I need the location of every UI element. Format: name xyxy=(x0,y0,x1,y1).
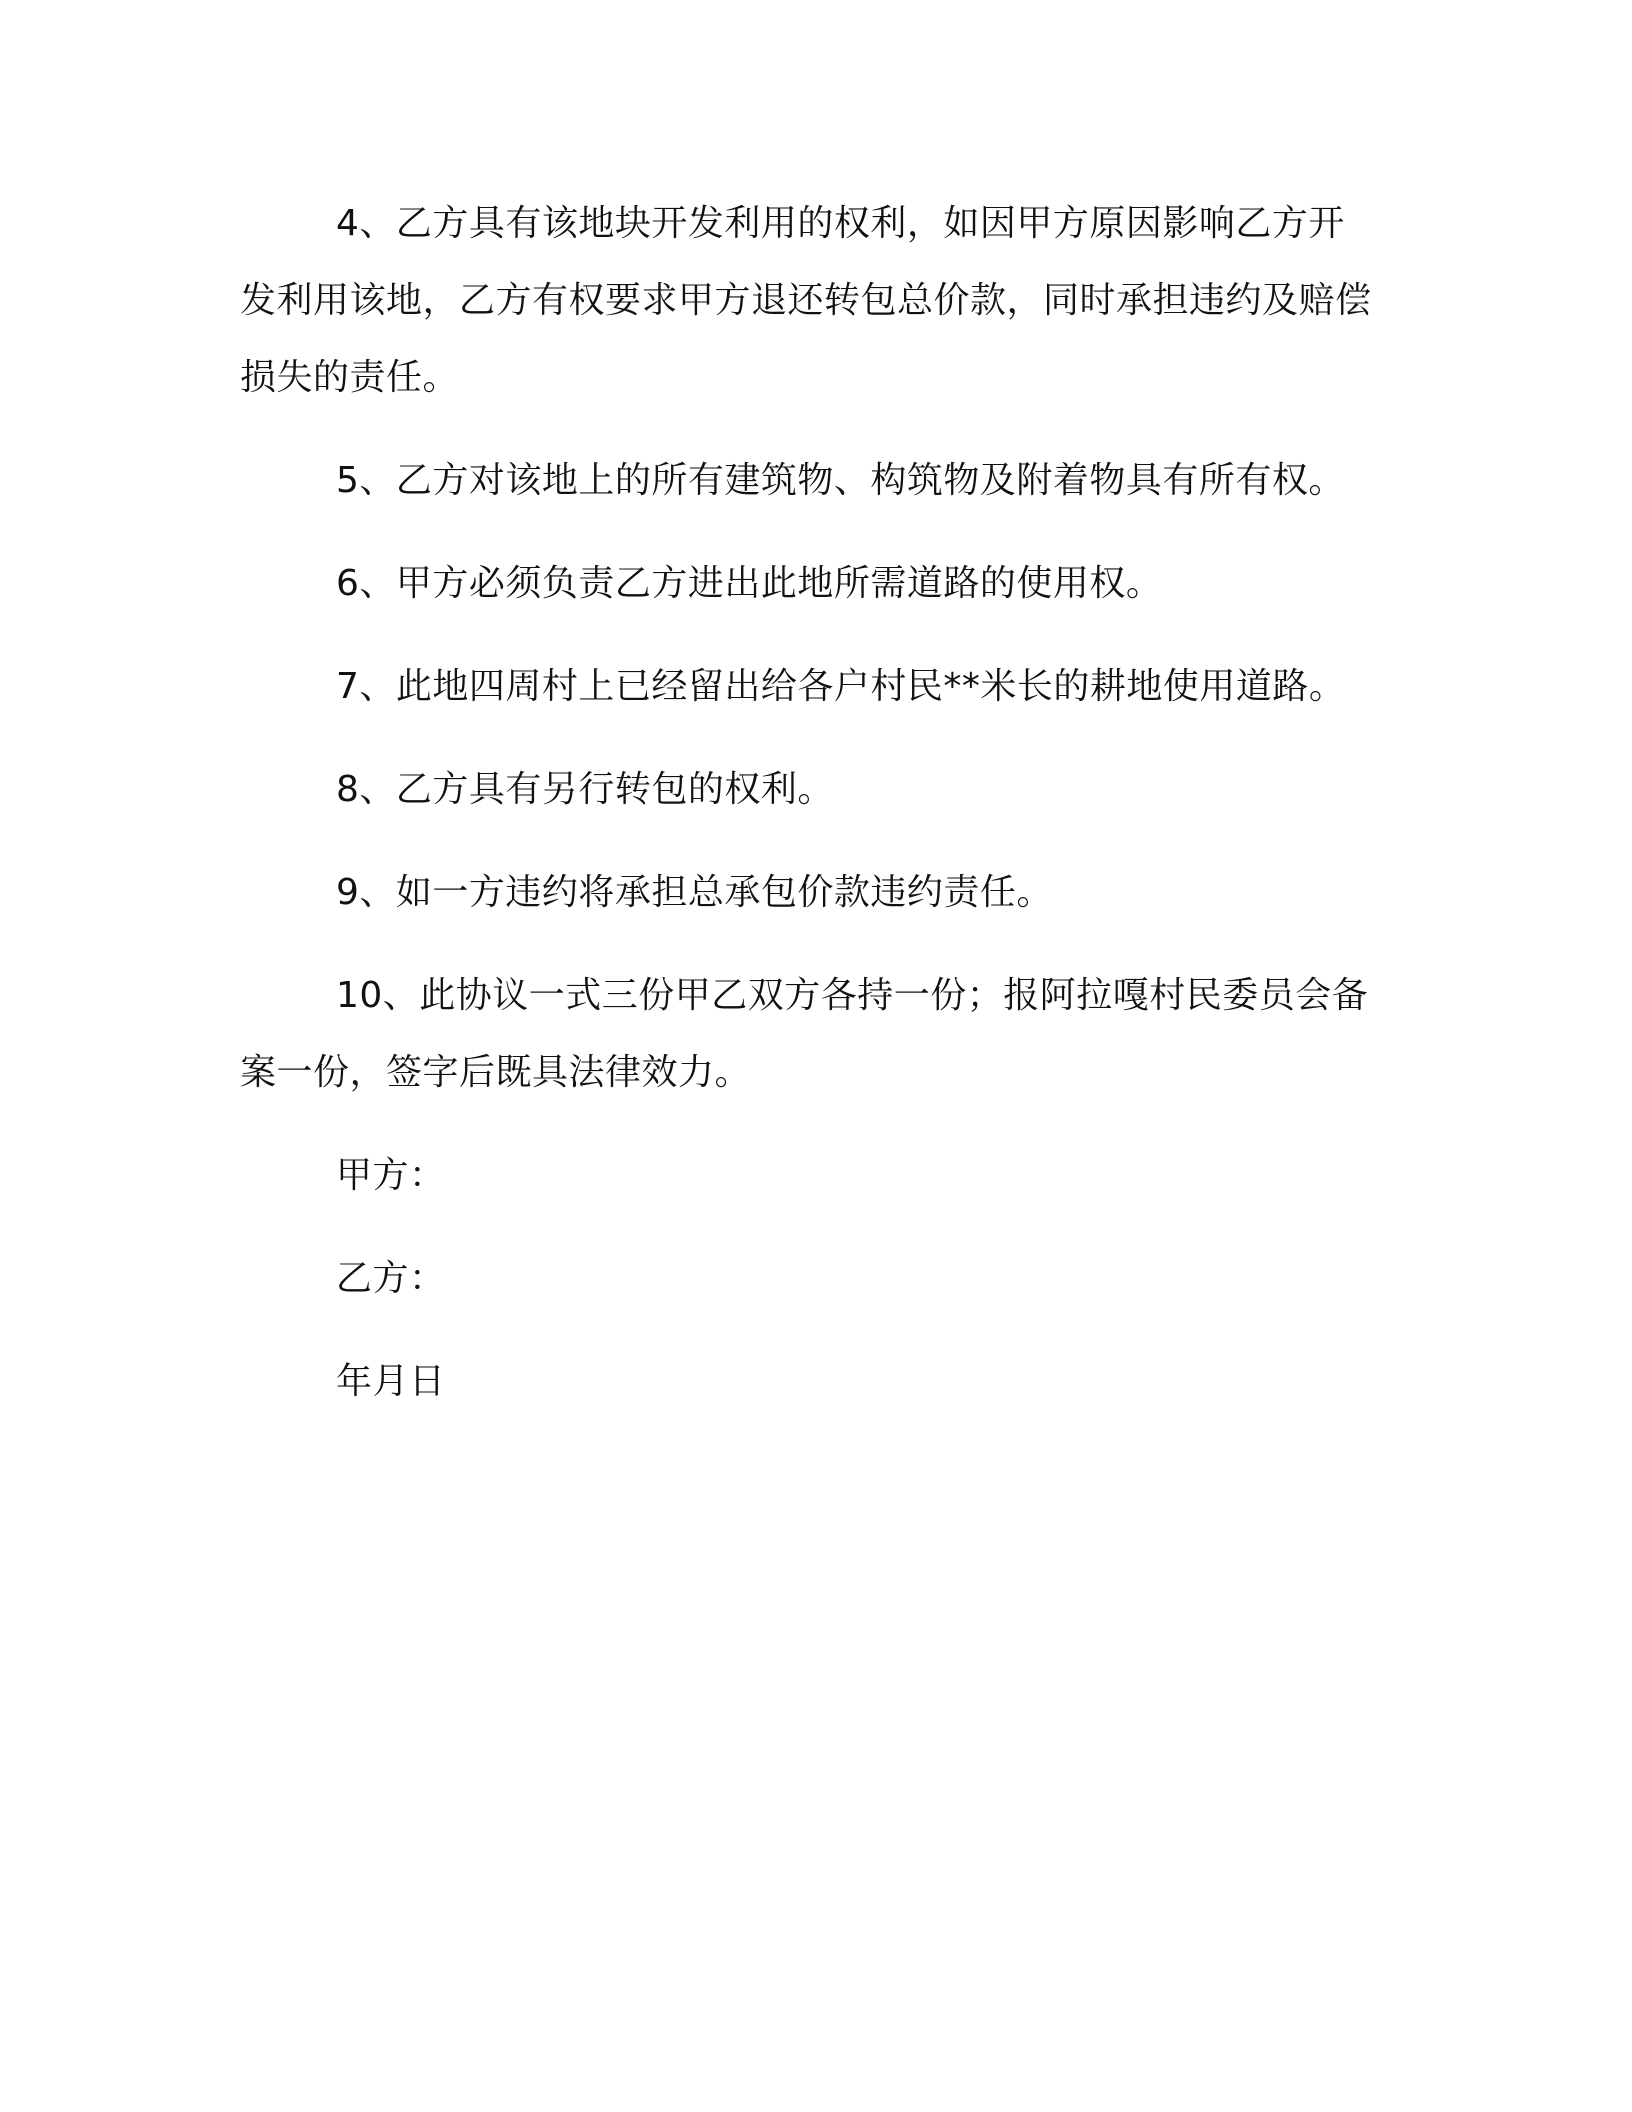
clause-7: 7、此地四周村上已经留出给各户村民**米长的耕地使用道路。 xyxy=(336,666,1346,707)
date-label: 年月日 xyxy=(336,1361,446,1402)
clause-4: 4、乙方具有该地块开发利用的权利，如因甲方原因影响乙方开发利用该地，乙方有权要求甲方退还转包总价款，同时承担违约及赔偿损失的责任。 xyxy=(240,203,1372,398)
party-b-signature-label: 乙方： xyxy=(336,1258,446,1299)
document-body xyxy=(240,185,1380,1420)
clause-5: 5、乙方对该地上的所有建筑物、构筑物及附着物具有所有权。 xyxy=(336,460,1345,501)
clause-6: 6、甲方必须负责乙方进出此地所需道路的使用权。 xyxy=(336,563,1163,604)
clause-10: 10、此协议一式三份甲乙双方各持一份；报阿拉嘎村民委员会备案一份，签字后既具法律效力。 xyxy=(240,975,1369,1093)
party-a-signature-label: 甲方： xyxy=(336,1155,446,1196)
clause-9: 9、如一方违约将承担总承包价款违约责任。 xyxy=(336,872,1053,913)
clause-8: 8、乙方具有另行转包的权利。 xyxy=(336,769,834,810)
